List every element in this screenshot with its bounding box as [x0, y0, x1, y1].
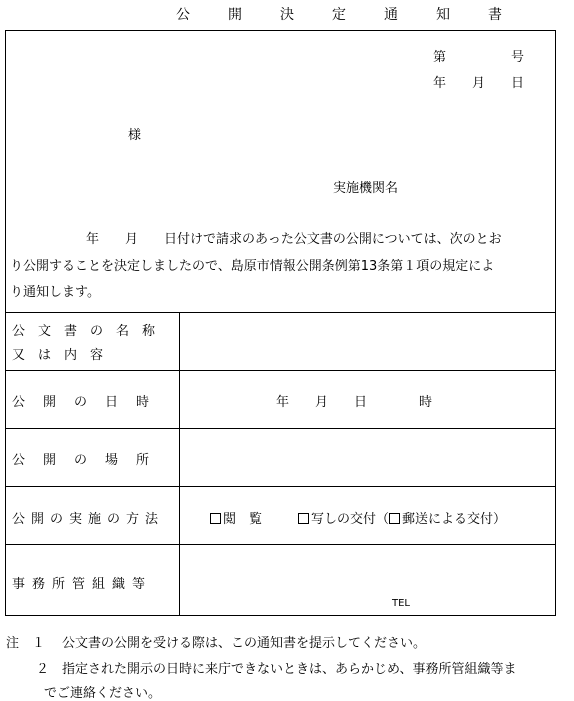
method-option-mail-label: 郵送による交付） — [402, 512, 507, 527]
row-datetime-value: 年 月 日 時 — [276, 395, 433, 410]
document-number-label: 第 号 — [433, 50, 525, 65]
table-top-border — [5, 312, 556, 313]
row-name-label-b: 又 は 内 容 — [12, 348, 104, 363]
note-2-text-a: 指定された開示の日時に来庁できないときは、あらかじめ、事務所管組織等ま — [62, 662, 517, 677]
row-method-label: 公開の実施の方法 — [12, 512, 165, 527]
tel-label: TEL — [392, 598, 410, 609]
method-option-copy[interactable] — [298, 508, 506, 527]
note-2-prefix: ２ — [36, 662, 50, 677]
issuer-label: 実施機関名 — [333, 181, 399, 196]
document-title: 公 開 決 定 通 知 書 — [176, 7, 514, 23]
body-line-1: 年 月 日付けで請求のあった公文書の公開については、次のとお — [86, 232, 502, 247]
row-place-label: 公開の場所 — [12, 453, 168, 468]
table-row-divider — [5, 544, 556, 545]
row-name-label-a: 公文書の名称 — [12, 324, 169, 339]
body-line-3: り通知します。 — [10, 285, 100, 300]
table-row-divider — [5, 370, 556, 371]
method-option-copy-label: 写しの交付（ — [311, 512, 390, 527]
note-2-text-b: でご連絡ください。 — [44, 686, 162, 701]
table-column-divider — [179, 312, 180, 616]
checkbox-icon[interactable] — [210, 513, 221, 524]
document-date-label: 年 月 日 — [433, 76, 525, 91]
method-option-inspection-label: 閲 覧 — [223, 512, 263, 527]
recipient-suffix: 様 — [128, 128, 142, 143]
note-1-prefix: 注 １ — [6, 636, 46, 651]
note-1-text: 公文書の公開を受ける際は、この通知書を提示してください。 — [62, 636, 427, 651]
checkbox-icon[interactable] — [389, 513, 400, 524]
checkbox-icon[interactable] — [298, 513, 309, 524]
table-row-divider — [5, 486, 556, 487]
row-datetime-label: 公開の日時 — [12, 395, 168, 410]
row-office-label: 事務所管組織等 — [12, 577, 153, 592]
body-line-2: り公開することを決定しましたので、島原市情報公開条例第13条第１項の規定によ — [10, 259, 495, 274]
table-row-divider — [5, 428, 556, 429]
method-option-inspection[interactable] — [210, 508, 262, 527]
